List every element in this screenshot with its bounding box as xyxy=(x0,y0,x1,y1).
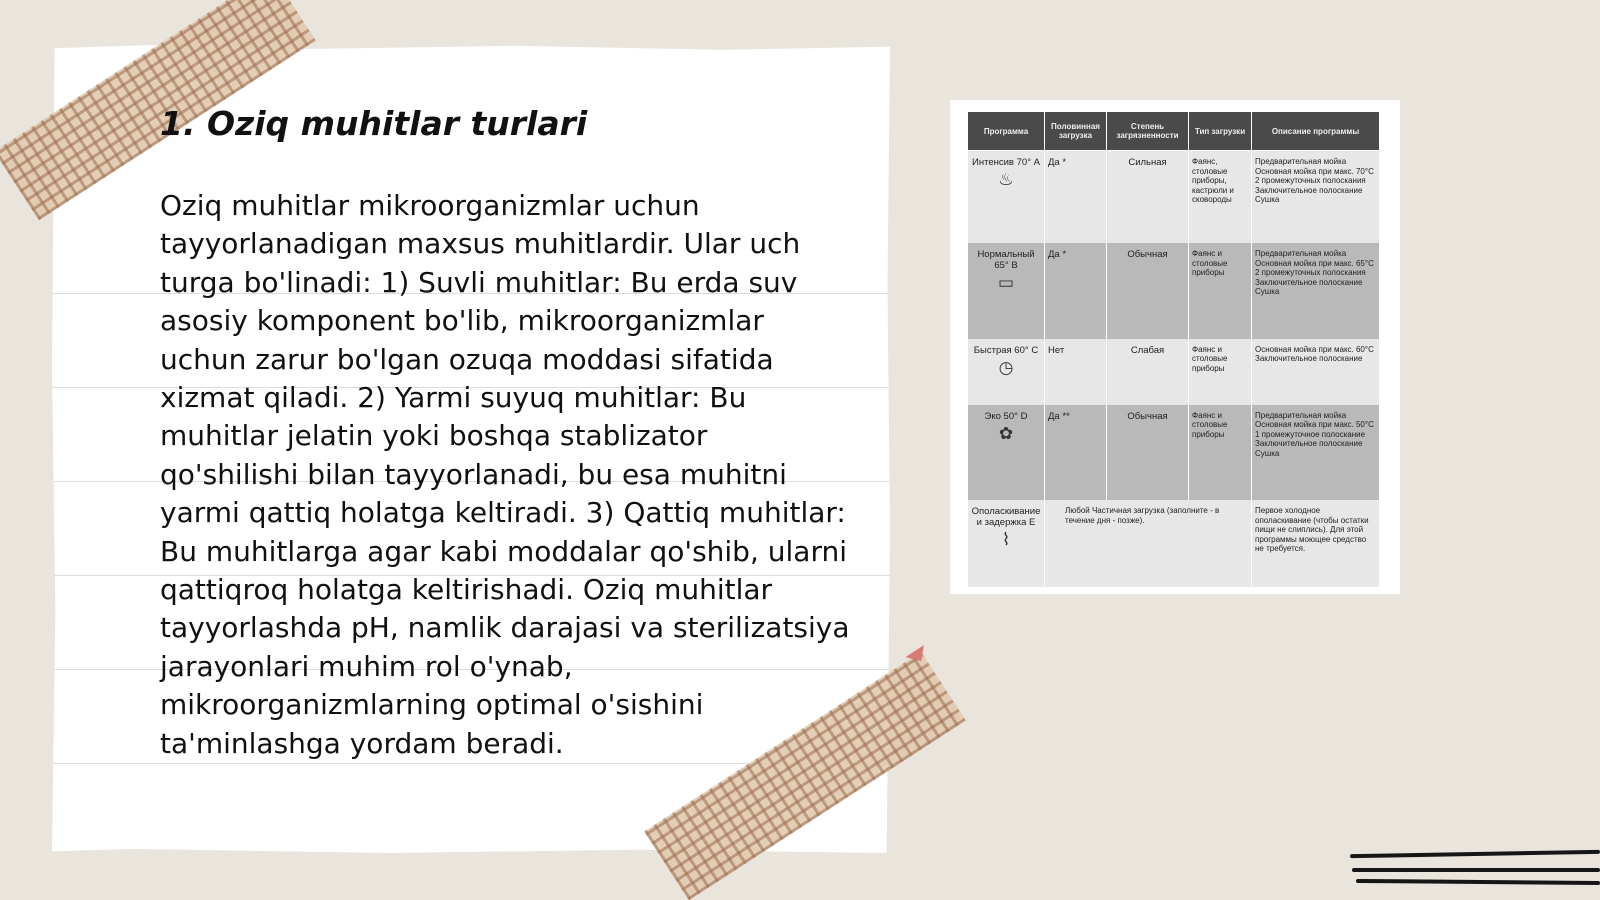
table-row xyxy=(968,243,1380,339)
description-cell: Предварительная мойка Основная мойка при макс. 70°C 2 промежуточных полоскания Заключительное полоскание Сушка xyxy=(1252,151,1380,244)
program-name: Нормальный 65° B xyxy=(977,249,1035,272)
half-load-cell: Нет xyxy=(1045,339,1107,405)
program-cell xyxy=(968,500,1045,587)
half-load-cell: Да * xyxy=(1045,151,1107,244)
col-header-half-load: Половинная загрузка xyxy=(1045,112,1107,151)
col-header-description: Описание программы xyxy=(1252,112,1380,151)
col-header-soil-level: Степень загрязненности xyxy=(1107,112,1189,151)
load-cell: Фаянс и столовые приборы xyxy=(1189,339,1252,405)
table-row xyxy=(968,500,1380,587)
program-cell xyxy=(968,339,1045,405)
tape-fold xyxy=(905,645,930,667)
col-header-load-type: Тип загрузки xyxy=(1189,112,1252,151)
half-load-cell: Да * xyxy=(1045,243,1107,339)
half-load-cell: Да ** xyxy=(1045,405,1107,501)
program-cell xyxy=(968,151,1045,244)
program-cell xyxy=(968,405,1045,501)
col-header-program: Программа xyxy=(968,112,1045,151)
decorative-stroke xyxy=(1352,868,1600,872)
table-row xyxy=(968,405,1380,501)
soil-cell: Сильная xyxy=(1107,151,1189,244)
slide-body: Oziq muhitlar mikroorganizmlar uchun tayyorlanadigan maxsus muhitlardir. Ular uch turga bo'linadi: 1) Suvli muhitlar: Bu erda suv asosiy komponent bo'lib, mikroorganizmlar uchun zarur bo'lgan ozuqa moddasi sifatida xizmat qiladi. 2) Yarmi suyuq muhitlar: Bu muhitlar jelatin yoki boshqa stablizator qo'shilishi bilan tayyorlanadi, bu esa muhitni yarmi qattiq holatga keltiradi. 3) Qattiq muhitlar: Bu muhitlarga agar kabi moddalar qo'shib, ularni qattiqroq holatga keltirishadi. Oziq muhitlar tayyorlashda pH, namlik darajasi va sterilizatsiya jarayonlari muhim rol o'ynab, mikroorganizmlarning optimal o'sishini ta'minlashga yordam beradi. xyxy=(160,189,850,760)
program-name: Эко 50° D xyxy=(984,410,1028,422)
program-name: Быстрая 60° C xyxy=(973,344,1039,356)
program-name: Ополаскивание и задержка E xyxy=(971,506,1041,529)
decorative-stroke xyxy=(1356,879,1600,885)
slide-title: 1. Oziq muhitlar turlari xyxy=(160,104,588,143)
table-row xyxy=(968,339,1380,405)
program-cell xyxy=(968,243,1045,339)
plate-icon: ▭ xyxy=(997,273,1015,293)
merged-cell: Любой Частичная загрузка (заполните - в течение дня - позже). xyxy=(1045,500,1252,587)
load-cell: Фаянс и столовые приборы xyxy=(1189,243,1252,339)
soil-cell: Слабая xyxy=(1107,339,1189,405)
rinse-icon: ⌇ xyxy=(1001,530,1011,550)
pot-icon: ♨ xyxy=(998,170,1014,189)
description-cell: Первое холодное ополаскивание (чтобы остатки пищи не слиплись). Для этой программы моющее средство не требуется. xyxy=(1252,500,1380,587)
eco-flower-icon: ✿ xyxy=(998,423,1014,443)
load-cell: Фаянс, столовые приборы, кастрюли и сковороды xyxy=(1189,151,1252,244)
description-cell: Основная мойка при макс. 60°C Заключительное полоскание xyxy=(1252,339,1380,405)
soil-cell: Обычная xyxy=(1107,405,1189,501)
soil-cell: Обычная xyxy=(1107,243,1189,339)
description-cell: Предварительная мойка Основная мойка при макс. 65°C 2 промежуточных полоскания Заключительное полоскание Сушка xyxy=(1252,243,1380,339)
table-row xyxy=(968,151,1380,244)
load-cell: Фаянс и столовые приборы xyxy=(1189,405,1252,501)
fast-clock-icon: ◷ xyxy=(998,357,1014,377)
table-header-row xyxy=(968,112,1380,151)
program-table-image xyxy=(950,100,1400,594)
program-name: Интенсив 70° A xyxy=(972,157,1040,168)
decorative-stroke xyxy=(1350,850,1600,858)
program-table xyxy=(967,111,1380,587)
description-cell: Предварительная мойка Основная мойка при макс. 50°C 1 промежуточное полоскание Заключительное полоскание Сушка xyxy=(1252,405,1380,501)
